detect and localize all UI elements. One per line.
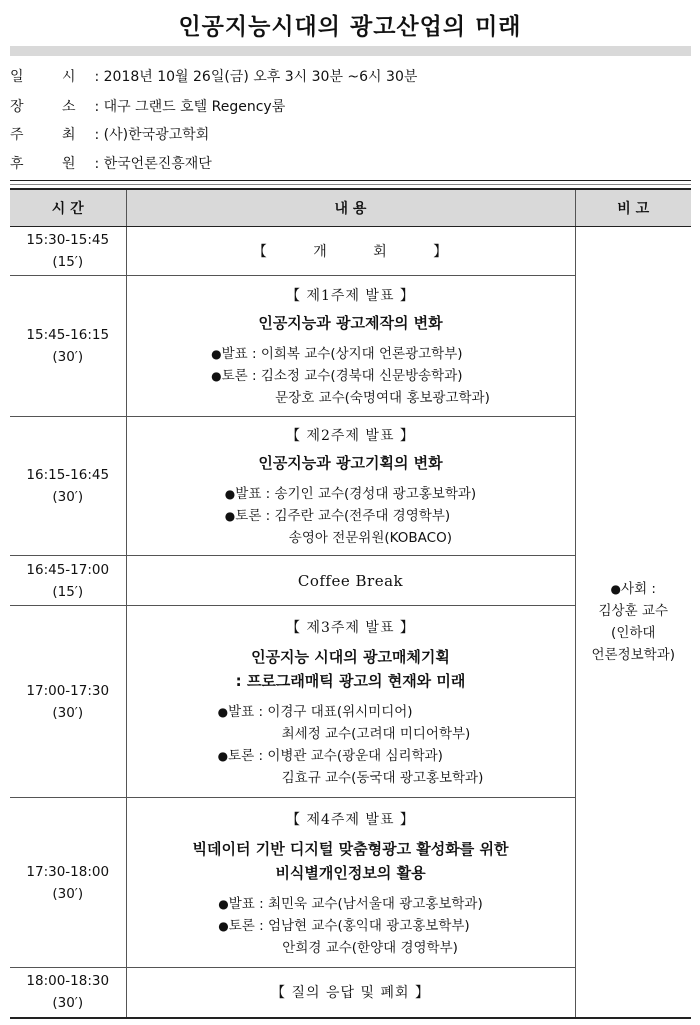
time-range: 17:00-17:30: [26, 682, 110, 699]
title-underline-bar: [10, 46, 691, 56]
time-range: 16:15-16:45: [26, 467, 110, 483]
info-label-char: 최: [62, 127, 76, 143]
time-range: 16:45-17:00: [26, 561, 110, 578]
presenter-text: 발표 : 이경구 대표(위시미디어): [228, 703, 413, 720]
bullet-dot-icon: ●: [211, 347, 222, 361]
topic-title: 인공지능과 광고제작의 변화: [258, 314, 443, 332]
info-label-char: 장: [10, 99, 24, 115]
info-value: 한국언론진흥재단: [103, 156, 212, 172]
time-range: 17:30-18:00: [26, 863, 110, 880]
duration: (30′): [52, 489, 84, 505]
content-cell: [126, 798, 575, 968]
bullet-dot-icon: ●: [217, 748, 229, 763]
discussant-row: [218, 745, 484, 767]
info-value: 2018년 10월 26일(금) 오후 3시 30분 ~6시 30분: [103, 69, 418, 85]
info-label-char: 소: [62, 99, 76, 115]
discussant-row: 김효규 교수(동국대 광고홍보학과): [281, 769, 484, 786]
content-cell: [126, 606, 575, 798]
bullet-dot-icon: ●: [224, 487, 236, 501]
discussant-row: 안희경 교수(한양대 경영학부): [282, 939, 458, 956]
info-venue: 장 소 : 대구 그랜드 호텔 Regency룸: [10, 96, 285, 116]
presenter-text: 발표 : 최민욱 교수(남서울대 광고홍보학과): [228, 895, 483, 912]
page-title: 인공지능시대의 광고산업의 미래: [178, 14, 522, 40]
time-cell: [10, 227, 126, 276]
bullet-dot-icon: ●: [218, 918, 229, 933]
time-range: 15:30-15:45: [26, 232, 110, 248]
presenter-row: [225, 483, 476, 505]
time-range: 15:45-16:15: [26, 327, 110, 343]
time-cell: [10, 606, 126, 798]
time-cell: [10, 968, 126, 1018]
discussant-row: [225, 505, 476, 527]
time-cell: [10, 417, 126, 556]
duration: (15′): [52, 254, 84, 270]
moderator-affiliation: (인하대: [611, 624, 656, 641]
time-cell: [10, 798, 126, 968]
presenter-row: [218, 893, 482, 915]
speaker-list: [218, 893, 482, 959]
time-cell: [10, 556, 126, 606]
discussant-text: 토론 : 이병관 교수(광운대 심리학과): [228, 747, 443, 764]
bullet-dot-icon: ●: [610, 581, 622, 596]
info-label-char: 주: [10, 127, 24, 143]
content-cell: [126, 227, 575, 276]
bullet-dot-icon: ●: [211, 369, 222, 383]
opening-label: 【 개 회 】: [252, 244, 449, 260]
coffee-break-label: Coffee Break: [297, 571, 404, 590]
info-label-char: 일: [10, 69, 24, 85]
presenter-row: 최세정 교수(고려대 미디어학부): [281, 725, 471, 742]
discussant-row: 문장호 교수(숙명여대 홍보광고학과): [275, 390, 490, 406]
duration: (30′): [52, 885, 84, 902]
speaker-list: [211, 343, 490, 409]
time-cell: [10, 276, 126, 417]
info-value: (사)한국광고학회: [103, 127, 210, 143]
schedule-table: [10, 188, 691, 1019]
content-cell: [126, 968, 575, 1018]
table-row: [10, 227, 691, 276]
divider: [10, 180, 691, 181]
note-cell: [575, 227, 691, 1018]
bullet-dot-icon: ●: [218, 896, 229, 911]
discussant-row: 송영아 전문위원(KOBACO): [288, 530, 452, 546]
duration: (30′): [52, 995, 84, 1012]
info-value: 대구 그랜드 호텔 Regency룸: [103, 99, 286, 115]
info-sponsor: 후 원 : 한국언론진흥재단: [10, 153, 212, 173]
discussant-text: 토론 : 엄남현 교수(홍익대 광고홍보학부): [228, 917, 470, 934]
topic-title: 인공지능과 광고기획의 변화: [258, 454, 443, 472]
content-cell: [126, 276, 575, 417]
duration: (30′): [52, 349, 84, 365]
topic-title: 빅데이터 기반 디지털 맞춤형광고 활성화를 위한: [192, 839, 509, 858]
info-host: 주 최 : (사)한국광고학회: [10, 124, 209, 144]
info-label-char: 후: [10, 156, 24, 172]
presenter-row: [211, 343, 490, 365]
bullet-dot-icon: ●: [224, 509, 236, 523]
discussant-text: 토론 : 김소정 교수(경북대 신문방송학과): [221, 368, 463, 384]
moderator-label-text: 사회 :: [621, 580, 656, 597]
duration: (15′): [52, 583, 84, 600]
bullet-dot-icon: ●: [217, 704, 229, 719]
section-label: 【 제4주제 발표 】: [286, 811, 415, 828]
divider: [10, 184, 691, 185]
section-label: 【 제2주제 발표 】: [286, 428, 415, 444]
discussant-row: [211, 365, 490, 387]
closing-label: 【 질의 응답 및 폐회 】: [271, 985, 430, 1002]
presenter-text: 발표 : 송기인 교수(경성대 광고홍보학과): [235, 486, 477, 502]
presenter-row: [218, 701, 484, 723]
content-cell: [126, 417, 575, 556]
topic-subtitle: 비식별개인정보의 활용: [275, 863, 426, 882]
duration: (30′): [52, 704, 84, 721]
table-header-row: [10, 189, 691, 227]
discussant-text: 토론 : 김주란 교수(전주대 경영학부): [235, 508, 451, 524]
time-range: 18:00-18:30: [26, 973, 110, 990]
info-date: 일 시 : 2018년 10월 26일(금) 오후 3시 30분 ~6시 30분: [10, 66, 417, 86]
header-content: 내 용: [126, 189, 575, 227]
moderator-label: [576, 578, 692, 600]
section-label: 【 제1주제 발표 】: [286, 288, 415, 304]
moderator-name: 김상훈 교수: [598, 602, 668, 619]
speaker-list: [218, 701, 484, 789]
presenter-text: 발표 : 이희복 교수(상지대 언론광고학부): [221, 346, 463, 362]
section-label: 【 제3주제 발표 】: [286, 619, 415, 636]
topic-title: 인공지능 시대의 광고매체기획: [251, 647, 450, 666]
discussant-row: [218, 915, 482, 937]
topic-subtitle: : 프로그래매틱 광고의 현재와 미래: [235, 671, 466, 690]
moderator-department: 언론정보학과): [591, 646, 675, 663]
info-label-char: 시: [62, 69, 76, 85]
info-label-char: 원: [62, 156, 76, 172]
header-time: 시 간: [10, 189, 126, 227]
header-note: 비 고: [575, 189, 691, 227]
speaker-list: [225, 483, 476, 549]
content-cell: [126, 556, 575, 606]
